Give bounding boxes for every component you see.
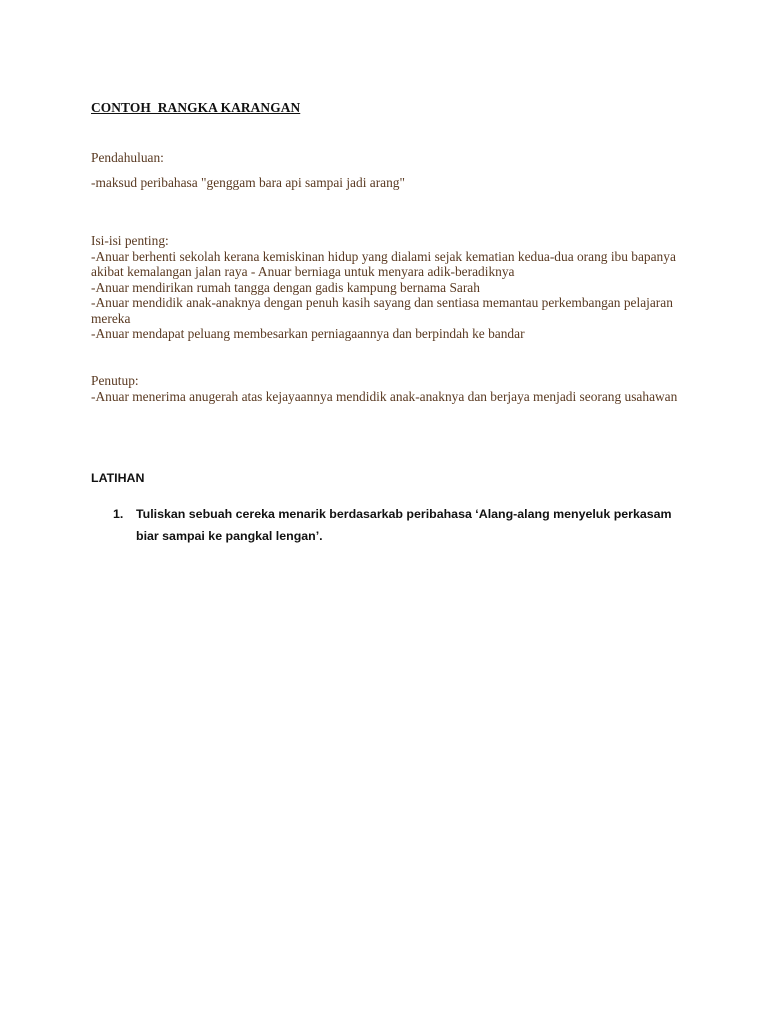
body-line: -Anuar mendapat peluang membesarkan perniagaannya dan berpindah ke bandar [91, 326, 525, 341]
closing-point: -Anuar menerima anugerah atas kejayaannya mendidik anak-anaknya dan berjaya menjadi seorang usahawan [91, 388, 678, 404]
body-line: akibat kemalangan jalan raya - Anuar berniaga untuk menyara adik-beradiknya [91, 264, 515, 279]
exercise-heading: LATIHAN [91, 471, 145, 485]
closing-heading: Penutup: [91, 373, 139, 388]
exercise-number: 1. [113, 507, 124, 521]
exercise-text: Tuliskan sebuah cereka menarik berdasarkab peribahasa ‘Alang-alang menyeluk perkasam biar sampai ke pangkal lengan’. [136, 507, 672, 543]
intro-section [91, 150, 681, 190]
body-heading: Isi-isi penting: [91, 233, 169, 248]
body-line: -Anuar berhenti sekolah kerana kemiskinan hidup yang dialami sejak kematian kedua-dua orang ibu bapanya [91, 248, 676, 264]
body-line: -Anuar mendidik anak-anaknya dengan penuh kasih sayang dan sentiasa memantau perkembangan pelajaran [91, 295, 673, 310]
intro-heading: Pendahuluan: [91, 150, 164, 165]
closing-section [91, 373, 681, 404]
body-section [91, 233, 681, 342]
body-line: mereka [91, 310, 131, 326]
document-title: CONTOH RANGKA KARANGAN [91, 100, 301, 115]
exercise-item [113, 503, 683, 547]
intro-point: -maksud peribahasa "genggam bara api sampai jadi arang" [91, 174, 405, 190]
body-line: -Anuar mendirikan rumah tangga dengan gadis kampung bernama Sarah [91, 279, 480, 295]
